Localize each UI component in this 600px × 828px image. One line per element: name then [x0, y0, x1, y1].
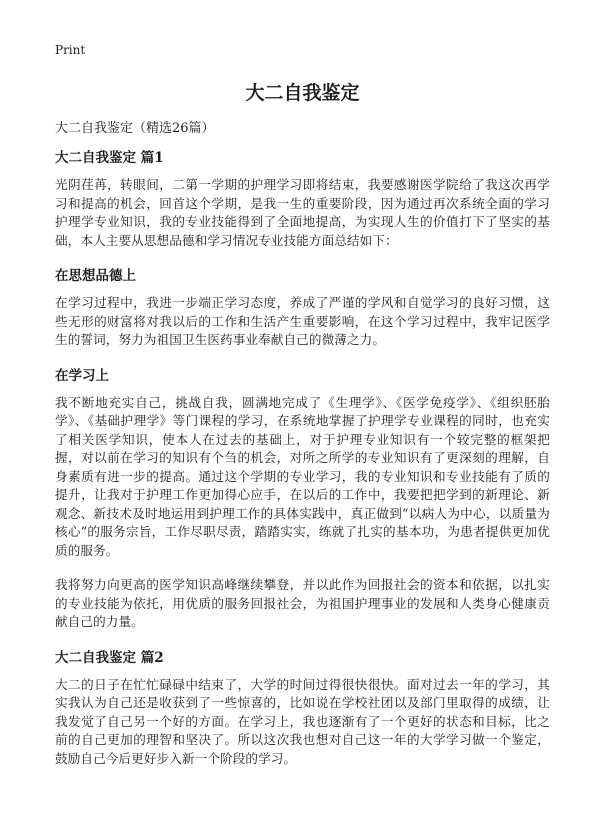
section-paragraph-study: 我不断地充实自己，挑战自我，圆满地完成了《生理学》、《医学免疫学》、《组织胚胎学》、《基础护理学》等门课程的学习，在系统地掌握了护理学专业课程的同时，也充实了相关医学知识，使本人在过去的基础上，对于护理专业知识有一个较完整的框架把握，对以前在学习的知识有个刍的机会，对所之所学的专业知识有了更深刻的理解，自身素质有进一步的提高。通过这个学期的专业学习，我的专业知识和专业技能有了质的提升，让我对于护理工作更加得心应手，在以后的工作中，我要把把学到的新理论、新观念、新技术及时地运用到护理工作的具体实践中，真正做到“以病人为中心，以质量为核心”的服务宗旨，工作尽职尽责，踏踏实实，练就了扎实的基本功，为患者提供更加优质的服务。 — [55, 394, 550, 558]
section-heading-2: 大二自我鉴定 篇2 — [55, 649, 164, 666]
section-paragraph-moral: 在学习过程中，我进一步端正学习态度，养成了严谨的学风和自觉学习的良好习惯，这些无形的财富将对我以后的工作和生活产生重要影响，在这个学习过程中，我牢记医学生的誓词，努力为祖国卫生医药事业奉献自己的微薄之力。 — [55, 295, 550, 347]
section-paragraph-1: 光阴荏苒，转眼间，二第一学期的护理学习即将结束，我要感谢医学院给了我这次再学习和提高的机会，回首这个学期，是我一生的重要阶段，因为通过再次系统全面的学习护理学专业知识，我的专业技能得到了全面地提高，为实现人生的价值打下了坚实的基础，本人主要从思想品德和学习情况专业技能方面总结如下： — [55, 177, 550, 248]
print-link[interactable]: Print — [55, 43, 86, 57]
section-heading-moral: 在思想品德上 — [55, 268, 136, 284]
section-heading-study: 在学习上 — [55, 367, 109, 384]
section-heading-1: 大二自我鉴定 篇1 — [55, 150, 164, 166]
document-subtitle: 大二自我鉴定（精选26篇） — [55, 121, 215, 136]
section-paragraph-2: 大二的日子在忙忙碌碌中结束了，大学的时间过得很快很快。面对过去一年的学习，其实我认为自己还是收获到了一些惊喜的，比如说在学校社团以及部门里取得的成绩，让我发觉了自己另一个好的方面。在学习上，我也逐渐有了一个更好的状态和目标，比之前的自己更加的理智和坚决了。所以这次我也想对自己这一年的大学学习做一个鉴定，鼓励自己今后更好步入新一个阶段的学习。 — [55, 676, 550, 766]
page-title: 大二自我鉴定 — [245, 82, 360, 104]
section-paragraph-study-2: 我将努力向更高的医学知识高峰继续攀登，并以此作为回报社会的资本和依据，以扎实的专业技能为依托，用优质的服务回报社会，为祖国护理事业的发展和人类身心健康贡献自己的力量。 — [55, 577, 550, 629]
